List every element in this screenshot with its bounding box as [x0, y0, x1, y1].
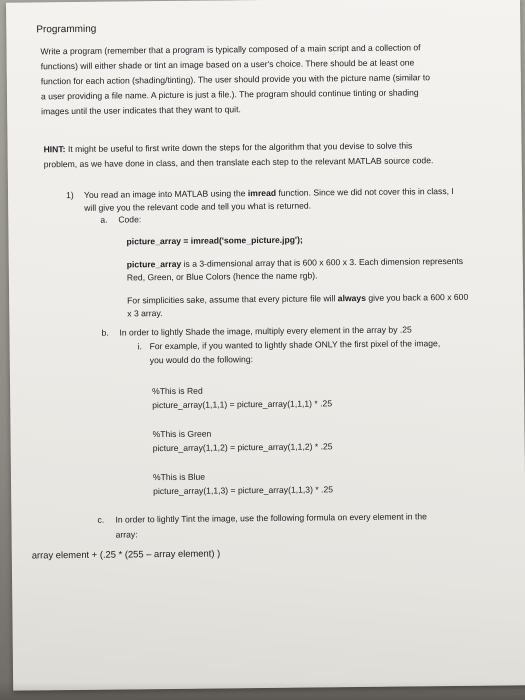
step1-line-2: will give you the relevant code and tell you what is returned. — [84, 200, 312, 213]
tint-formula: array element + (.25 * (255 – array element) ) — [31, 547, 221, 561]
simp-always: always — [337, 292, 367, 304]
step1-line-1-pre: You read an image into MATLAB using the — [83, 188, 248, 200]
hint-line-1 — [43, 139, 412, 155]
doc-title: Programming — [36, 23, 97, 36]
intro-line-3: function for each action (shading/tinting). The user should provide you with the picture name (similar to — [40, 72, 431, 87]
red-comment: %This is Red — [152, 385, 203, 397]
intro-line-1: Write a program (remember that a program is typically composed of a main script and a collection of — [40, 42, 421, 57]
paper-sheet — [6, 0, 525, 691]
item-c-line-2: array: — [115, 529, 138, 540]
simp-line-1 — [127, 291, 468, 307]
hint-line-2: problem, as we have done in class, and then translate each step to the relevant MATLAB source code. — [43, 155, 434, 170]
desc-line-2: Red, Green, or Blue Colors (hence the name rgb). — [126, 270, 318, 283]
step1-line-1-post: function. Since we did not cover this in class, I — [276, 186, 454, 198]
step1-line-1 — [84, 185, 454, 201]
desc-line-1 — [127, 255, 463, 271]
green-comment: %This is Green — [152, 428, 212, 440]
intro-line-2: functions) will either shade or tint an image based on a user's choice. There should be at least one — [40, 57, 415, 72]
document-content — [6, 0, 520, 561]
desc-picture-array: picture_array — [126, 258, 182, 270]
item-b-sub-marker: i. — [137, 341, 142, 352]
blue-code: picture_array(1,1,3) = picture_array(1,1,3) * .25 — [153, 484, 334, 497]
photo-edge-shadow — [0, 682, 525, 700]
hint-text-1: It might be useful to first write down the steps for the algorithm that you devise to solve this — [65, 140, 413, 155]
simp-pre: For simplicities sake, assume that every picture file will — [127, 293, 338, 306]
step1-imread: imread — [247, 187, 277, 199]
step1-number: 1) — [65, 189, 74, 201]
item-b-marker: b. — [101, 327, 109, 338]
intro-line-4: a user providing a file name. A picture is just a file.). The program should continue tinting or shading — [40, 87, 419, 102]
blue-comment: %This is Blue — [152, 471, 206, 483]
item-a-label: Code: — [118, 214, 142, 225]
item-b-sub-line-1: For example, if you wanted to lightly shade ONLY the first pixel of the image, — [149, 338, 441, 352]
item-b-line-1: In order to lightly Shade the image, multiply every element in the array by .25 — [119, 324, 412, 338]
desc-text-1: is a 3-dimensional array that is 600 x 600 x 3. Each dimension represents — [181, 255, 464, 269]
green-code: picture_array(1,1,2) = picture_array(1,1,2) * .25 — [152, 441, 333, 454]
code-imread: picture_array = imread('some_picture.jpg'); — [126, 234, 303, 247]
intro-line-5: images until the user indicates that they want to quit. — [41, 104, 241, 117]
item-c-line-1: In order to lightly Tint the image, use the following formula on every element in the — [115, 511, 427, 525]
simp-line-2: x 3 array. — [127, 308, 163, 319]
item-a-marker: a. — [100, 214, 108, 225]
item-c-marker: c. — [97, 514, 105, 525]
hint-label: HINT: — [43, 144, 66, 155]
simp-post: give you back a 600 x 600 — [365, 291, 469, 303]
red-code: picture_array(1,1,1) = picture_array(1,1,1) * .25 — [152, 398, 333, 411]
item-b-sub-line-2: you would do the following: — [149, 354, 254, 366]
